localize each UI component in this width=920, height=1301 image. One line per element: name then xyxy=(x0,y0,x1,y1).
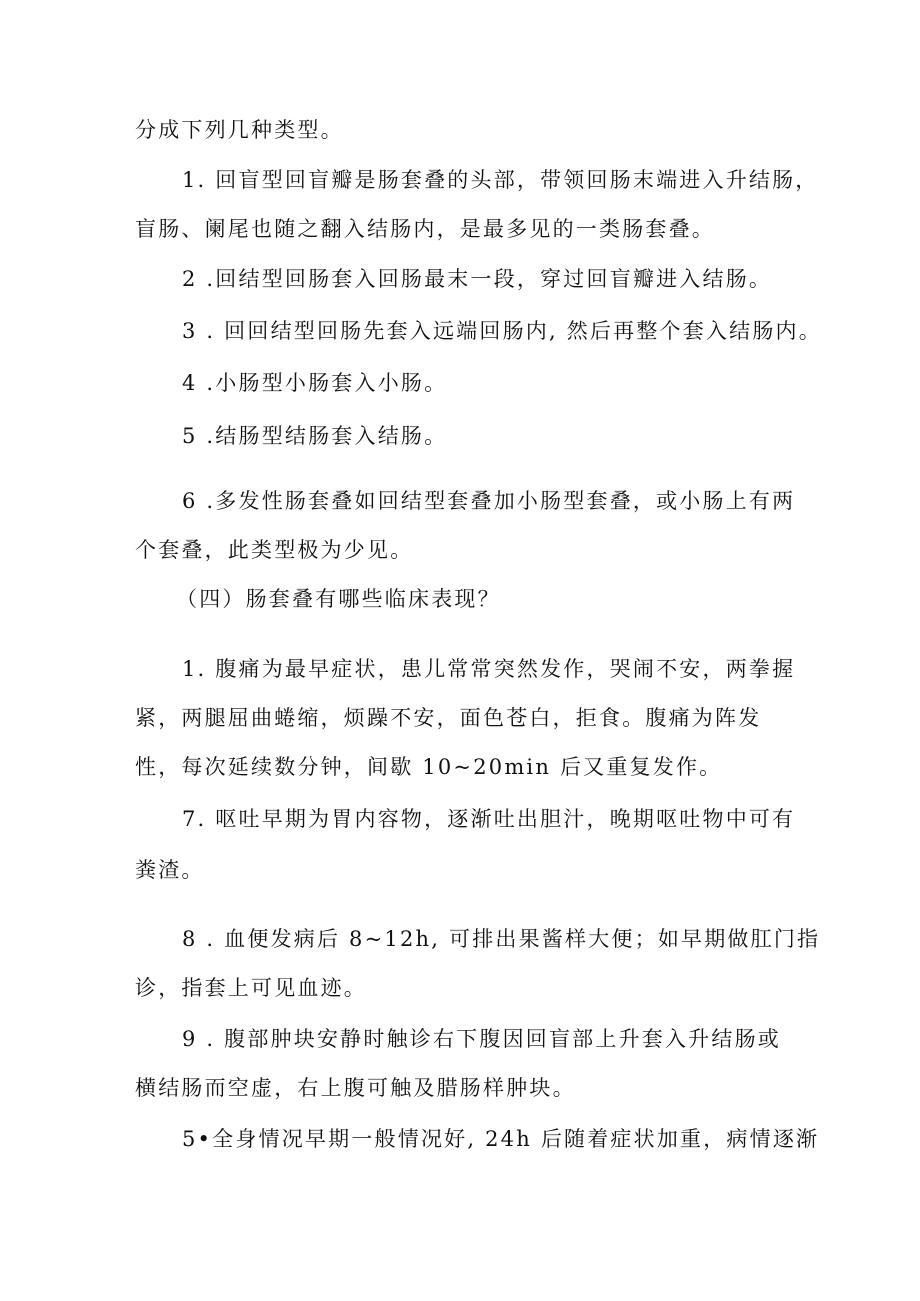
paragraph-line: 1. 回盲型回盲瓣是肠套叠的头部，带领回肠末端进入升结肠， xyxy=(182,168,819,192)
paragraph-line: 诊，指套上可见血迹。 xyxy=(135,976,367,1000)
paragraph-line: 5•全身情况早期一般情况好, 24h 后随着症状加重，病情逐渐 xyxy=(182,1127,820,1151)
paragraph-line: 8 . 血便发病后 8~12h, 可排出果酱样大便；如早期做肛门指 xyxy=(182,927,821,951)
paragraph-line: 紧，两腿屈曲蜷缩，烦躁不安，面色苍白，拒食。腹痛为阵发 xyxy=(135,706,762,730)
paragraph-line: 粪渣。 xyxy=(135,858,205,882)
paragraph-line: 7. 呕吐早期为胃内容物，逐渐吐出胆汁，晚期呕吐物中可有 xyxy=(182,807,796,831)
paragraph-line: 3 . 回回结型回肠先套入远端回肠内, 然后再整个套入结肠内。 xyxy=(182,319,822,343)
paragraph-line: 2 .回结型回肠套入回肠最末一段，穿过回盲瓣进入结肠。 xyxy=(182,267,773,291)
paragraph-line: 1. 腹痛为最早症状，患儿常常突然发作，哭闹不安，两拳握 xyxy=(182,657,796,681)
section-heading: （四）肠套叠有哪些临床表现？ xyxy=(176,587,501,611)
paragraph-line: 分成下列几种类型。 xyxy=(135,118,344,142)
paragraph-line: 5 .结肠型结肠套入结肠。 xyxy=(182,424,448,448)
paragraph-line: 性，每次延续数分钟，间歇 10~20min 后又重复发作。 xyxy=(135,755,723,779)
paragraph-line: 4 .小肠型小肠套入小肠。 xyxy=(182,371,448,395)
paragraph-line: 9 . 腹部肿块安静时触诊右下腹因回盲部上升套入升结肠或 xyxy=(182,1027,781,1051)
paragraph-line: 横结肠而空虚，右上腹可触及腊肠样肿块。 xyxy=(135,1076,576,1100)
paragraph-line: 个套叠，此类型极为少见。 xyxy=(135,538,414,562)
paragraph-line: 盲肠、阑尾也随之翻入结肠内，是最多见的一类肠套叠。 xyxy=(135,217,715,241)
paragraph-line: 6 .多发性肠套叠如回结型套叠加小肠型套叠，或小肠上有两 xyxy=(182,489,796,513)
